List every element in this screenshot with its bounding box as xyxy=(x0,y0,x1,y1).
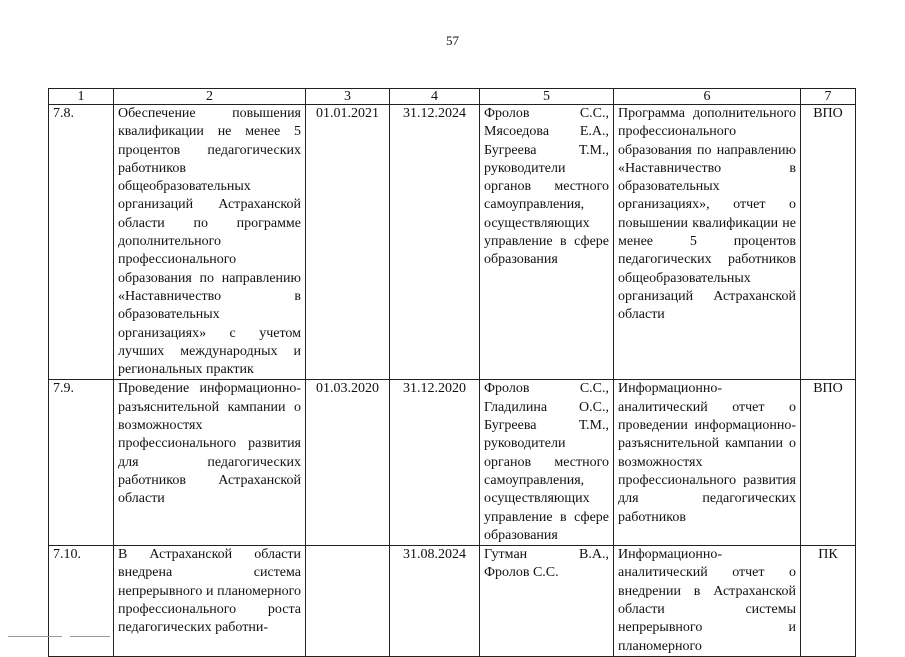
end-date-cell: 31.12.2020 xyxy=(390,380,480,546)
footer-divider xyxy=(8,636,62,637)
event-cell: Обеспечение повышения квалификации не менее 5 процентов педагогических работников общеобразовательных организаций Астраханской области по программе дополнительного профессионального образования по направлению «Наставничество в образовательных организациях» с учетом лучших международных и региональных практик xyxy=(114,105,306,380)
type-cell: ВПО xyxy=(801,380,856,546)
row-number: 7.8. xyxy=(49,105,114,380)
responsible-cell: Фролов С.С., Мясоедова Е.А., Бугреева Т.М., руководители органов местного самоуправления, осуществляющих управление в сфере образования xyxy=(480,105,614,380)
column-header: 6 xyxy=(614,89,801,105)
start-date-cell: 01.03.2020 xyxy=(306,380,390,546)
type-cell: ВПО xyxy=(801,105,856,380)
column-header: 5 xyxy=(480,89,614,105)
column-header: 2 xyxy=(114,89,306,105)
column-header: 7 xyxy=(801,89,856,105)
plan-table xyxy=(48,88,856,657)
result-cell: Информационно-аналитический отчет о внедрении в Астраханской области системы непрерывного и планомерного xyxy=(614,546,801,657)
event-cell: В Астраханской области внедрена система непрерывного и планомерного профессионального роста педагогических работни- xyxy=(114,546,306,657)
result-cell: Информационно-аналитический отчет о проведении информационно-разъяснительной кампании о возможностях профессионального развития для педагогических работников xyxy=(614,380,801,546)
type-cell: ПК xyxy=(801,546,856,657)
row-number: 7.9. xyxy=(49,380,114,546)
start-date-cell: 01.01.2021 xyxy=(306,105,390,380)
responsible-cell: Фролов С.С., Гладилина О.С., Бугреева Т.М., руководители органов местного самоуправления, осуществляющих управление в сфере образования xyxy=(480,380,614,546)
event-cell: Проведение информационно-разъяснительной кампании о возможностях профессионального развития для педагогических работников Астраханской области xyxy=(114,380,306,546)
footer-divider xyxy=(70,636,110,637)
column-header: 3 xyxy=(306,89,390,105)
page-number: 57 xyxy=(446,33,459,48)
end-date-cell: 31.12.2024 xyxy=(390,105,480,380)
responsible-cell: Гутман В.А., Фролов С.С. xyxy=(480,546,614,657)
table-row xyxy=(49,105,856,380)
table-header-row xyxy=(49,89,856,105)
result-cell: Программа дополнительного профессионального образования по направлению «Наставничество в образовательных организациях», отчет о повышении квалификации не менее 5 процентов педагогических работников общеобразовательных организаций Астраханской области xyxy=(614,105,801,380)
row-number: 7.10. xyxy=(49,546,114,657)
column-header: 1 xyxy=(49,89,114,105)
column-header: 4 xyxy=(390,89,480,105)
end-date-cell: 31.08.2024 xyxy=(390,546,480,657)
table-row xyxy=(49,380,856,546)
